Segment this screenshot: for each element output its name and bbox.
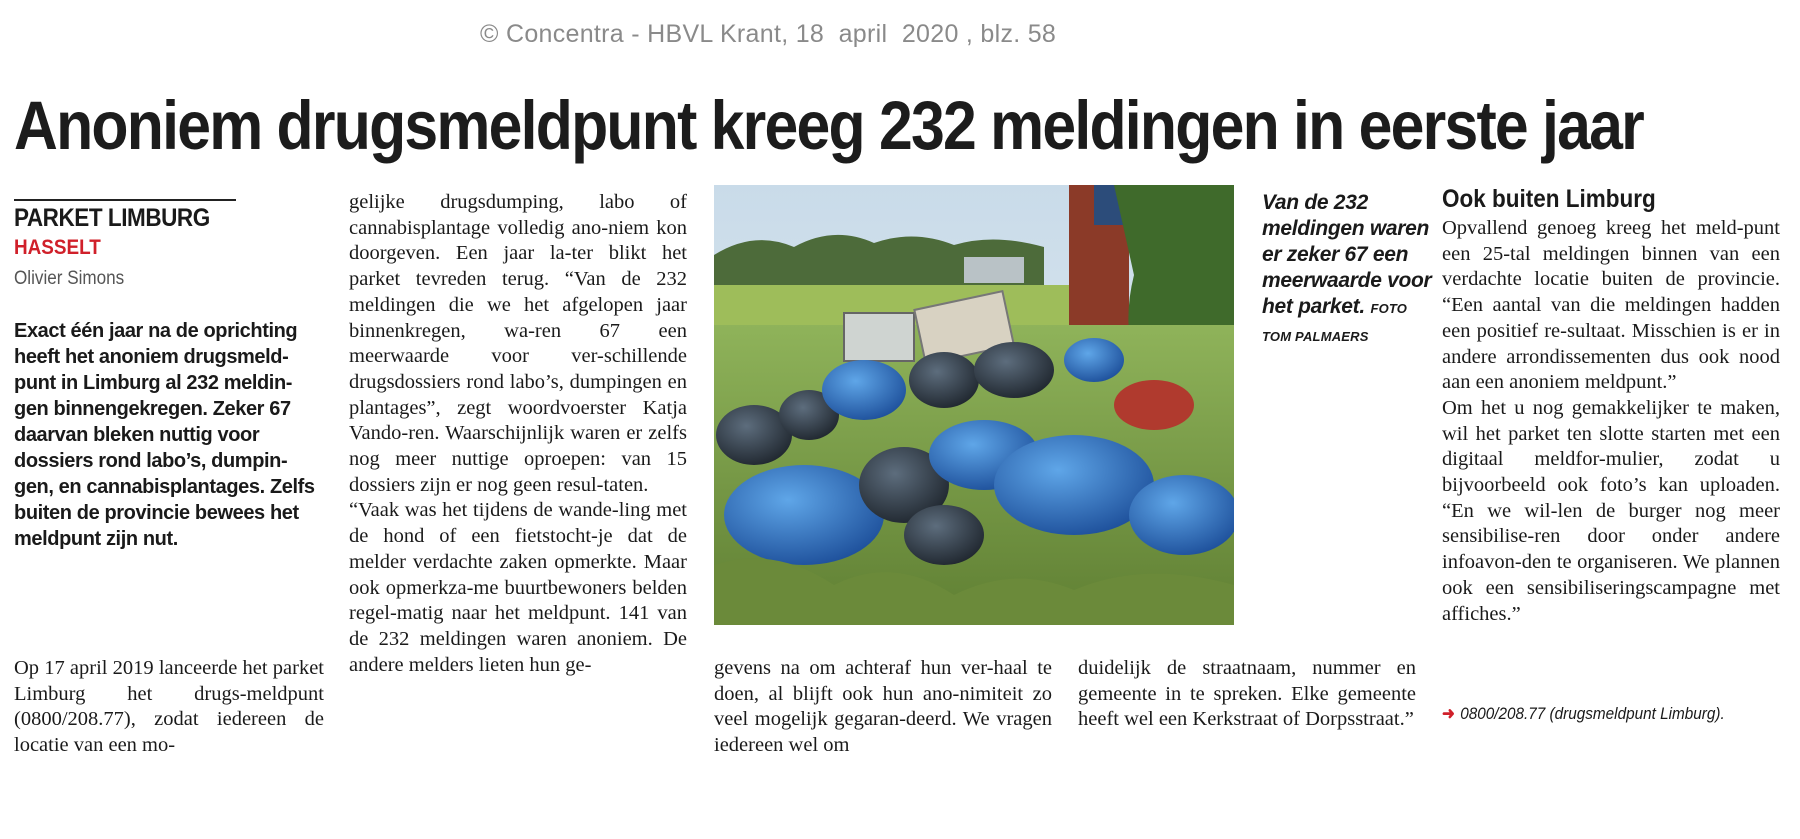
- copyright-line: © Concentra - HBVL Krant, 18 april 2020 , blz. 58: [480, 20, 1057, 48]
- news-photo: [714, 185, 1234, 625]
- section-label: PARKET LIMBURG: [14, 204, 210, 232]
- contact-line: [1442, 704, 1725, 724]
- dateline-city: HASSELT: [14, 236, 101, 259]
- lead-paragraph: Exact één jaar na de oprichting heeft het anoniem drugsmeld-punt in Limburg al 232 meldin-gen binnengekregen. Zeker 67 daarvan bleken nuttig voor dossiers rond labo’s, dumpin-gen, en cannabisplantages. Zelfs buiten de provincie bewees het meldpunt zijn nut.: [14, 320, 315, 550]
- body-paragraph: “Vaak was het tijdens de wande-ling met de hond of een fietstocht-je dat de melder verdachte zaken opmerkte. Maar ook opmerkza-me buurtbewoners belden regel-matig naar het meldpunt. 141 van de 232 meldingen waren anoniem. De andere melders lieten hun ge-: [349, 499, 687, 676]
- author-name: Olivier Simons: [14, 268, 125, 289]
- column-3: [714, 656, 1052, 759]
- body-paragraph: Opvallend genoeg kreeg het meld-punt een 25-tal meldingen binnen van een verdachte locatie buiten de provincie. “Een aantal van die meldingen hadden een positief re-sultaat. Misschien is er in andere arrondissementen dus ook nood aan een anoniem meldpunt.”: [1442, 217, 1780, 394]
- body-paragraph: Op 17 april 2019 lanceerde het parket Limburg het drugs-meldpunt (0800/208.77), zodat iedereen de locatie van een mo-: [14, 657, 324, 757]
- column-4: [1078, 656, 1416, 733]
- column-5: [1442, 216, 1780, 627]
- contact-text: 0800/208.77 (drugsmeldpunt Limburg).: [1460, 704, 1725, 723]
- body-paragraph: duidelijk de straatnaam, nummer en gemeente in te spreken. Elke gemeente heeft wel een Kerkstraat of Dorpsstraat.”: [1078, 657, 1416, 731]
- column-1: [14, 656, 324, 759]
- body-paragraph: Om het u nog gemakkelijker te maken, wil het parket ten slotte starten met een digitaal meldfor-mulier, zodat u bijvoorbeeld ook foto’s kan uploaden. “En we wil-len de burger nog meer sensibilise-ren door onder andere infoavon-den te organiseren. We plannen ook een sensibiliseringscampagne met affiches.”: [1442, 396, 1780, 625]
- caption-text: Van de 232 meldingen waren er zeker 67 een meerwaarde voor het parket.: [1262, 191, 1432, 318]
- body-paragraph: gelijke drugsdumping, labo of cannabisplantage volledig ano-niem kon doorgeven. Een jaar la-ter blikt het parket tevreden terug. “Van de 232 meldingen die we het afgelopen jaar binnenkregen, wa-ren 67 een meerwaarde voor ver-schillende drugsdossiers rond labo’s, dumpingen en plantages”, zegt woordvoerster Katja Vando-ren. Waarschijnlijk waren er zelfs nog meer nuttige oproepen: van 15 dossiers zijn er nog geen resul-taten.: [349, 191, 687, 496]
- byline-divider: [14, 199, 236, 201]
- headline: Anoniem drugsmeldpunt kreeg 232 meldingen in eerste jaar: [14, 87, 1644, 164]
- body-paragraph: gevens na om achteraf hun ver-haal te doen, al blijft ook hun ano-nimiteit zo veel mogelijk gegaran-deerd. We vragen iedereen wel om: [714, 657, 1052, 757]
- subheading: Ook buiten Limburg: [1442, 185, 1656, 213]
- column-2: [349, 190, 687, 678]
- arrow-right-icon: ➜: [1442, 704, 1455, 723]
- photo-credit: FOTO TOM PALMAERS: [1262, 301, 1408, 344]
- photo-caption: [1262, 190, 1432, 350]
